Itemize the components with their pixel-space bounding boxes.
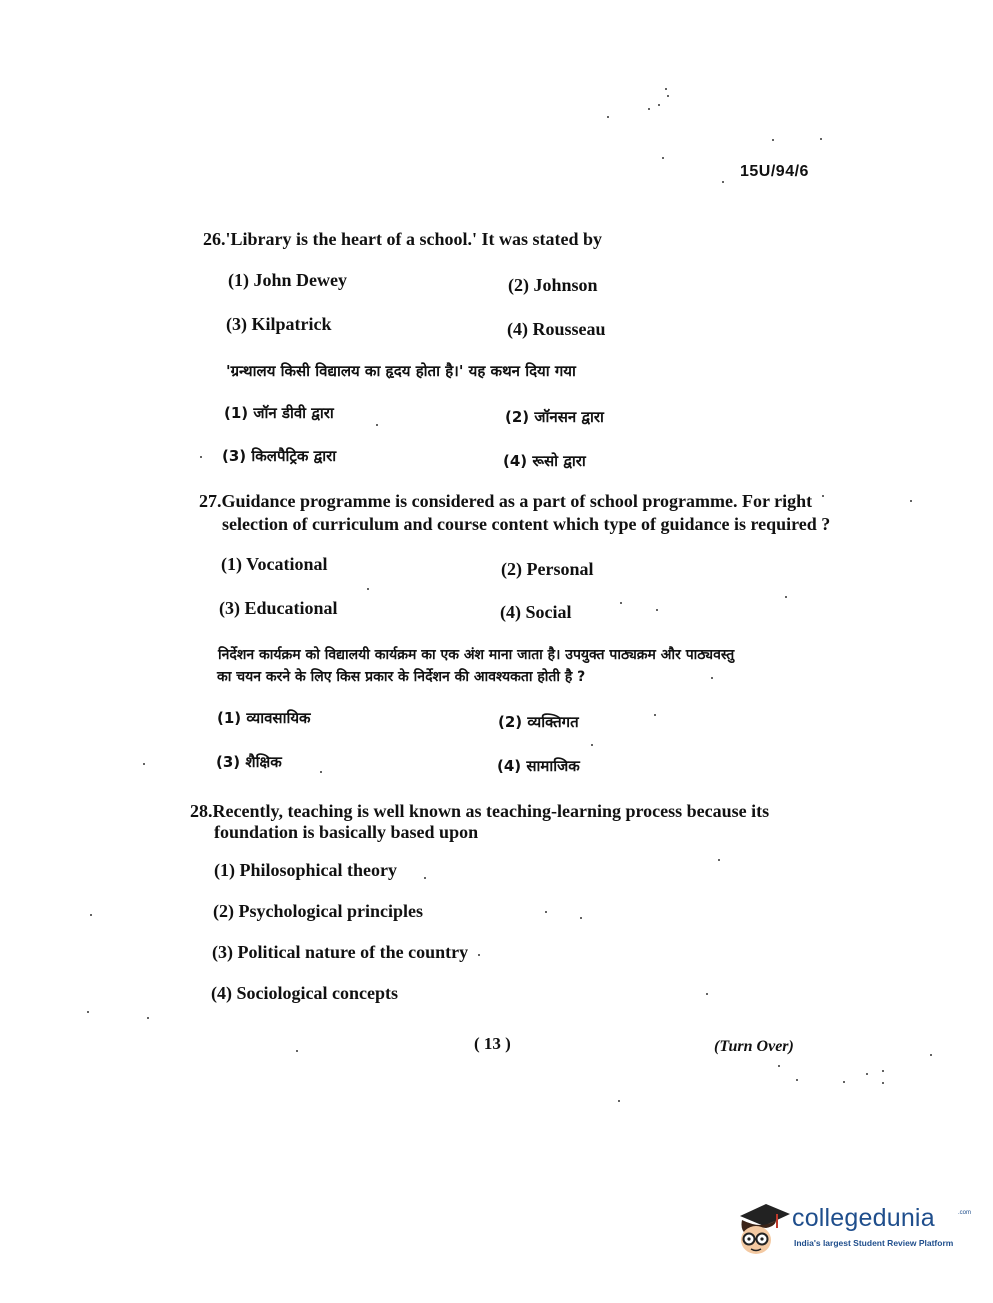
question-text: Recently, teaching is well known as teaching-learning process because its (212, 801, 770, 821)
page-number: ( 13 ) (474, 1034, 511, 1053)
option-1: (1) Vocational (221, 554, 328, 574)
question-text: Guidance programme is considered as a part of school programme. For right (221, 491, 813, 511)
hindi-option-3: (3) किलपैट्रिक द्वारा (222, 447, 337, 465)
question-text-line-2: foundation is basically based upon (214, 822, 479, 842)
hindi-option-1: (1) व्यावसायिक (217, 709, 311, 727)
question-number: 26. (203, 229, 226, 249)
question-number: 28. (190, 801, 213, 821)
turn-over-label: (Turn Over) (714, 1038, 794, 1055)
question-text-hindi: निर्देशन कार्यक्रम को विद्यालयी कार्यक्रम का एक अंश माना जाता है। उपयुक्त पाठ्यक्रम और पाठ्यवस्तु (218, 647, 735, 663)
question-text: 'Library is the heart of a school.' It was stated by (225, 229, 602, 249)
hindi-option-2: (2) व्यक्तिगत (498, 713, 579, 731)
option-3: (3) Political nature of the country (212, 942, 469, 962)
option-4: (4) Sociological concepts (211, 983, 398, 1003)
hindi-option-2: (2) जॉनसन द्वारा (505, 408, 604, 426)
option-2: (2) Johnson (508, 275, 598, 295)
paper-code: 15U/94/6 (740, 163, 809, 180)
hindi-option-1: (1) जॉन डीवी द्वारा (224, 404, 334, 422)
option-2: (2) Personal (501, 559, 594, 579)
option-3: (3) Kilpatrick (226, 314, 332, 334)
question-text-line-2: selection of curriculum and course content which type of guidance is required ? (222, 514, 831, 534)
collegedunia-logo (732, 1196, 972, 1260)
student-mascot-icon (732, 1196, 790, 1258)
brand-dotcom: .com (958, 1210, 972, 1216)
option-4: (4) Social (500, 602, 572, 622)
hindi-option-3: (3) शैक्षिक (216, 753, 282, 771)
question-text-hindi-line-2: का चयन करने के लिए किस प्रकार के निर्देशन की आवश्यकता होती है ? (217, 669, 586, 685)
question-number: 27. (199, 491, 222, 511)
brand-name: collegedunia (792, 1204, 935, 1232)
brand-tagline: India's largest Student Review Platform (794, 1238, 954, 1248)
option-1: (1) Philosophical theory (214, 860, 397, 880)
hindi-option-4: (4) सामाजिक (497, 757, 580, 775)
option-2: (2) Psychological principles (213, 901, 423, 921)
option-3: (3) Educational (219, 598, 338, 618)
option-1: (1) John Dewey (228, 270, 347, 290)
option-4: (4) Rousseau (507, 319, 606, 339)
question-text-hindi: 'ग्रन्थालय किसी विद्यालय का हृदय होता है।' यह कथन दिया गया (226, 362, 576, 380)
hindi-option-4: (4) रूसो द्वारा (503, 452, 586, 470)
